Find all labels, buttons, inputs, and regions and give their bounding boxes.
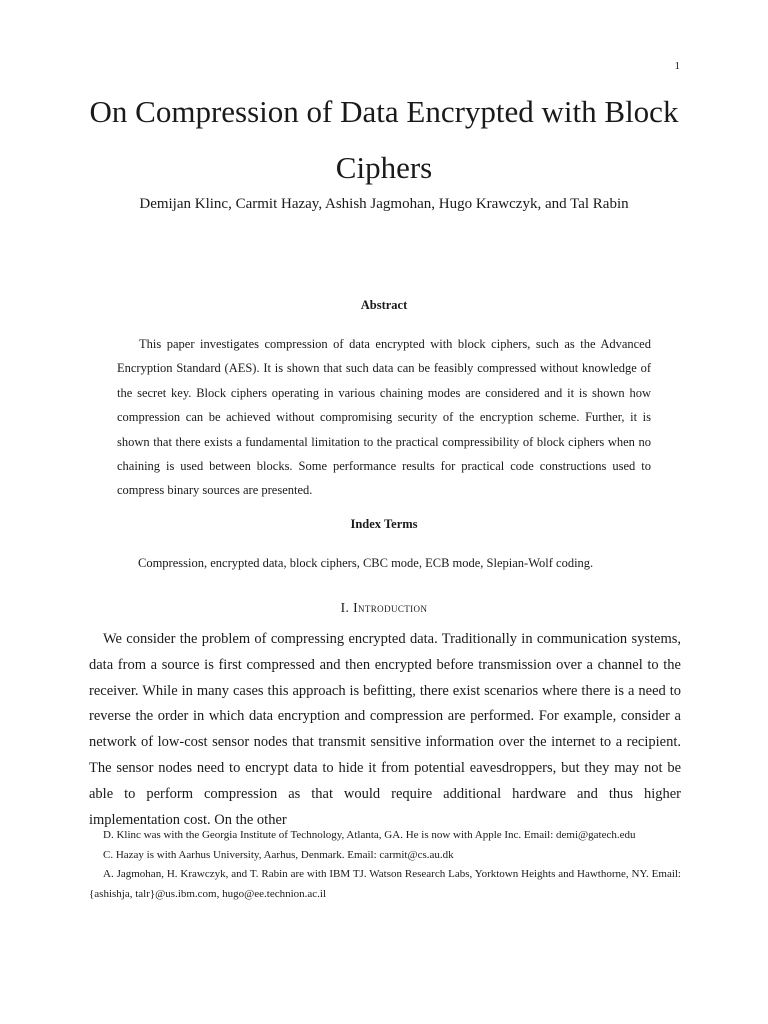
section-heading-introduction: I. Introduction [340,600,428,615]
index-terms-text: Compression, encrypted data, block ciphers, CBC mode, ECB mode, Slepian-Wolf coding. [138,556,594,570]
author-list: Demijan Klinc, Carmit Hazay, Ashish Jagmohan, Hugo Krawczyk, and Tal Rabin [139,196,629,212]
footnote: A. Jagmohan, H. Krawczyk, and T. Rabin are with IBM TJ. Watson Research Labs, Yorktown Heights and Hawthorne, NY. Email: {ashishja, talr}@us.ibm.com, hugo@ee.technion.ac.il [89,868,681,901]
introduction-paragraph: We consider the problem of compressing encrypted data. Traditionally in communication systems, data from a source is first compressed and then encrypted before transmission over a channel to the receiver. While in many cases this approach is befitting, there exist scenarios where there is a need to reverse the order in which data encryption and compression are performed. For example, consider a network of low-cost sensor nodes that transmit sensitive information over the internet to a recipient. The sensor nodes need to encrypt data to hide it from potential eavesdroppers, but they may not be able to perform compression as that would require additional hardware and thus higher implementation cost. On the other [89,631,681,828]
index-terms-heading: Index Terms [350,517,418,531]
footnotes [89,826,681,905]
footnote: D. Klinc was with the Georgia Institute of Technology, Atlanta, GA. He is now with Apple Inc. Email: demi@gatech.edu [103,829,636,841]
abstract-heading: Abstract [360,298,408,312]
paper-title: On Compression of Data Encrypted with Block Ciphers [89,94,679,185]
abstract-text: This paper investigates compression of data encrypted with block ciphers, such as the Advanced Encryption Standard (AES). It is shown that such data can be feasibly compressed without knowledge of the secret key. Block ciphers operating in various chaining modes are considered and it is shown how compression can be achieved without compromising security of the encryption scheme. Further, it is shown that there exists a fundamental limitation to the practical compressibility of block ciphers when no chaining is used between blocks. Some performance results for practical code constructions used to compress binary sources are presented. [117,337,651,498]
page-number: 1 [674,60,680,72]
footnote: C. Hazay is with Aarhus University, Aarhus, Denmark. Email: carmit@cs.au.dk [103,848,454,861]
